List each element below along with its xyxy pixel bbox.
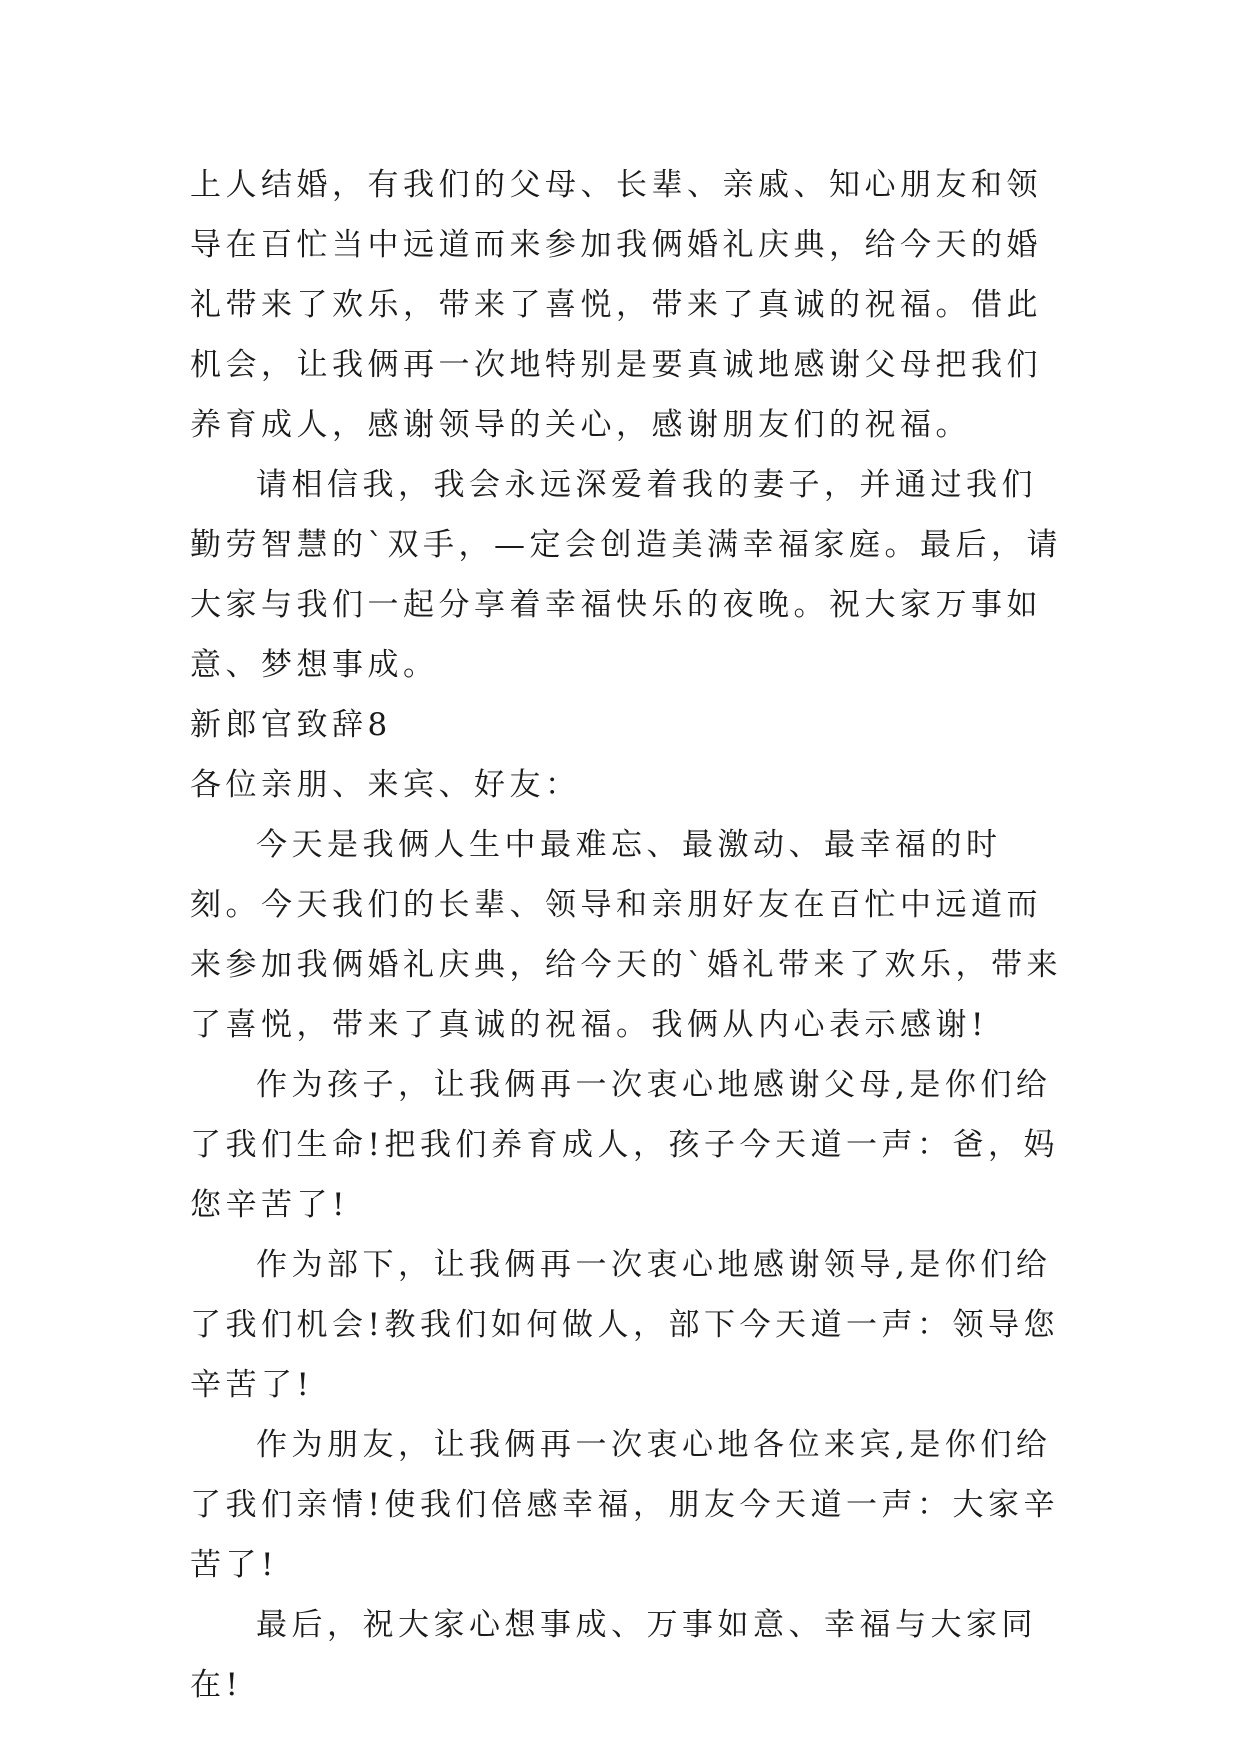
- salutation: 各位亲朋、来宾、好友：: [190, 767, 581, 803]
- document-body: [190, 155, 1070, 1715]
- paragraph-thanks-parents: 作为孩子，让我俩再一次衷心地感谢父母,是你们给了我们生命!把我们养育成人，孩子今天道一声：爸，妈您辛苦了!: [190, 1067, 1059, 1223]
- paragraph-promise: 请相信我，我会永远深爱着我的妻子，并通过我们勤劳智慧的`双手，—定会创造美满幸福家庭。最后，请大家与我们一起分享着幸福快乐的夜晚。祝大家万事如意、梦想事成。: [190, 467, 1062, 683]
- paragraph-thanks-leaders: 作为部下，让我俩再一次衷心地感谢领导,是你们给了我们机会!教我们如何做人，部下今天道一声：领导您辛苦了!: [190, 1247, 1059, 1403]
- section-heading: 新郎官致辞8: [190, 707, 392, 743]
- paragraph-thanks-friends: 作为朋友，让我俩再一次衷心地各位来宾,是你们给了我们亲情!使我们倍感幸福，朋友今天道一声：大家辛苦了!: [190, 1427, 1059, 1583]
- paragraph-continuation: 上人结婚，有我们的父母、长辈、亲戚、知心朋友和领导在百忙当中远道而来参加我俩婚礼庆典，给今天的婚礼带来了欢乐，带来了喜悦，带来了真诚的祝福。借此机会，让我俩再一次地特别是要真诚地感谢父母把我们养育成人，感谢领导的关心，感谢朋友们的祝福。: [190, 167, 1042, 443]
- paragraph-opening: 今天是我俩人生中最难忘、最激动、最幸福的时刻。今天我们的长辈、领导和亲朋好友在百忙中远道而来参加我俩婚礼庆典，给今天的`婚礼带来了欢乐，带来了喜悦，带来了真诚的祝福。我俩从内心表示感谢!: [190, 827, 1062, 1043]
- paragraph-closing: 最后，祝大家心想事成、万事如意、幸福与大家同在!: [190, 1607, 1037, 1703]
